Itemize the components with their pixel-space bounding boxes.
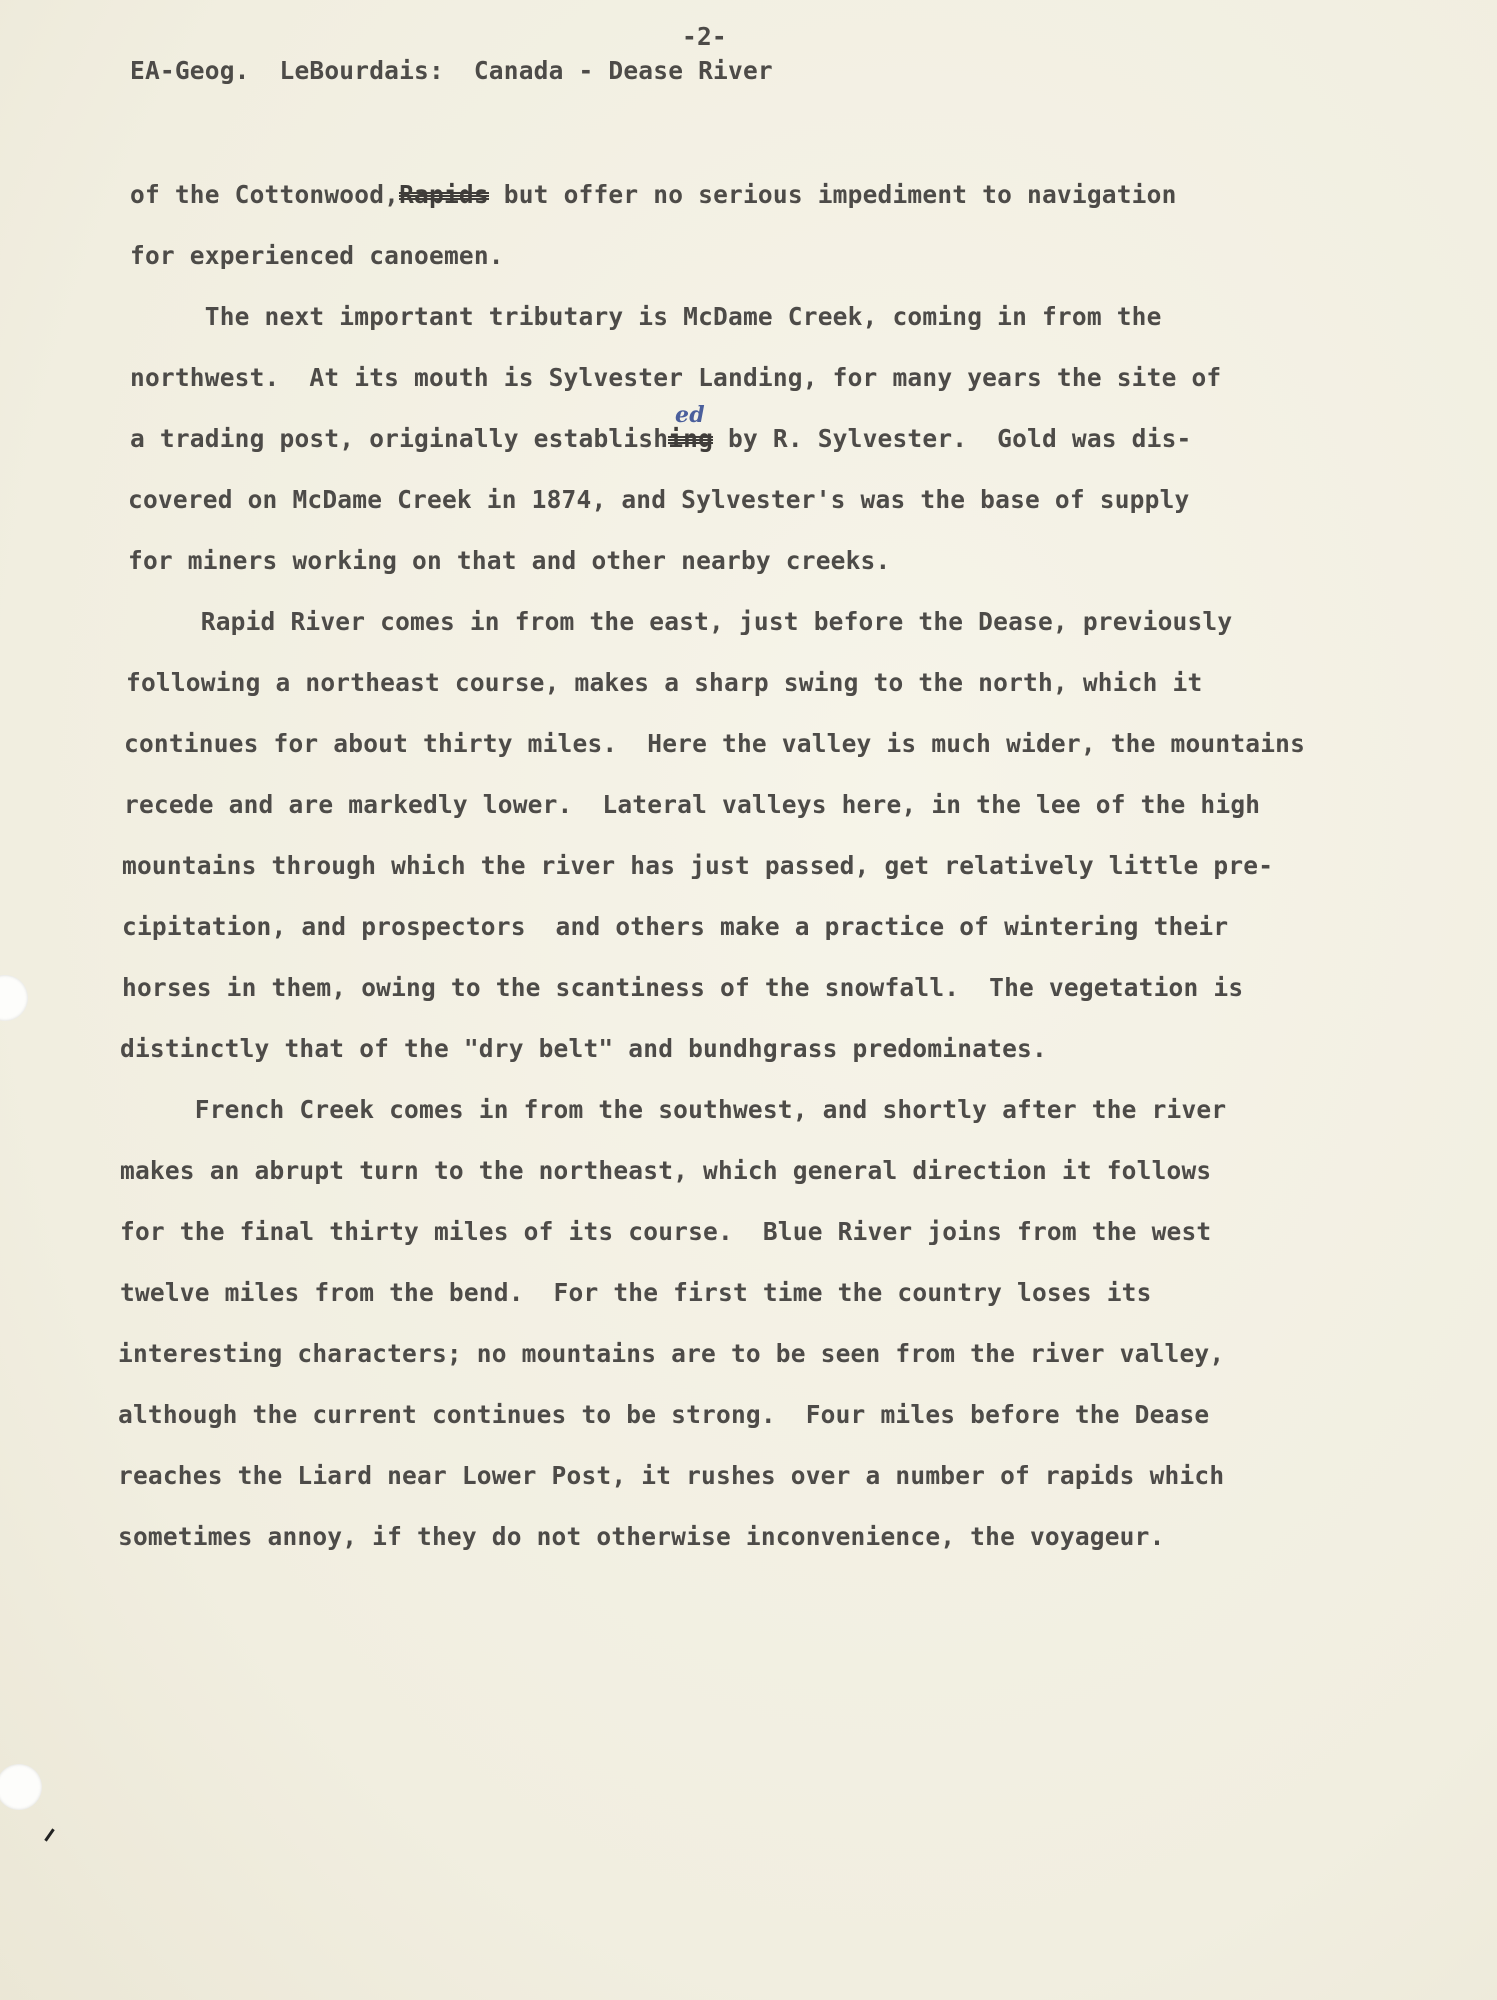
pencil-mark (44, 1828, 54, 1841)
text-line: horses in them, owing to the scantiness of the snowfall. The vegetation is (122, 973, 1244, 1002)
text-line: mountains through which the river has just passed, get relatively little pre- (122, 851, 1274, 880)
line-text-before: a trading post, originally establish (130, 424, 669, 453)
punch-hole-bottom (0, 1764, 42, 1810)
struck-text: ing (668, 424, 714, 453)
text-line (130, 180, 1177, 209)
punch-hole-top (0, 975, 28, 1021)
text-line: although the current continues to be strong. Four miles before the Dease (118, 1400, 1210, 1429)
text-line: Rapid River comes in from the east, just before the Dease, previously (126, 607, 1233, 636)
text-line: French Creek comes in from the southwest, and shortly after the river (120, 1095, 1227, 1124)
text-line: cipitation, and prospectors and others make a practice of wintering their (122, 912, 1229, 941)
text-line: reaches the Liard near Lower Post, it rushes over a number of rapids which (118, 1461, 1225, 1490)
text-line: distinctly that of the "dry belt" and bundhgrass predominates. (120, 1034, 1047, 1063)
text-line: recede and are markedly lower. Lateral valleys here, in the lee of the high (124, 790, 1261, 819)
line-text-after: by R. Sylvester. Gold was dis- (713, 424, 1192, 453)
text-line: The next important tributary is McDame Creek, coming in from the (130, 302, 1162, 331)
text-line: twelve miles from the bend. For the first time the country loses its (120, 1278, 1152, 1307)
text-line: covered on McDame Creek in 1874, and Sylvester's was the base of supply (128, 485, 1190, 514)
page-header: EA-Geog. LeBourdais: Canada - Dease River (130, 56, 773, 85)
line-text-before: of the Cottonwood, (130, 180, 400, 209)
handwritten-insertion: ed (675, 402, 705, 428)
text-line: following a northeast course, makes a sharp swing to the north, which it (126, 668, 1203, 697)
text-line: for experienced canoemen. (130, 241, 504, 270)
text-line: northwest. At its mouth is Sylvester Landing, for many years the site of (130, 363, 1222, 392)
text-line: interesting characters; no mountains are to be seen from the river valley, (118, 1339, 1225, 1368)
text-line: makes an abrupt turn to the northeast, which general direction it follows (120, 1156, 1212, 1185)
text-line: sometimes annoy, if they do not otherwise inconvenience, the voyageur. (118, 1522, 1165, 1551)
text-line (130, 402, 1192, 453)
line-text-after: but offer no serious impediment to navigation (488, 180, 1177, 209)
page-number: -2- (682, 22, 727, 51)
text-line: for the final thirty miles of its course. Blue River joins from the west (120, 1217, 1212, 1246)
text-line: for miners working on that and other nearby creeks. (128, 546, 891, 575)
text-line: continues for about thirty miles. Here the valley is much wider, the mountains (124, 729, 1306, 758)
struck-text: Rapids (399, 180, 489, 209)
